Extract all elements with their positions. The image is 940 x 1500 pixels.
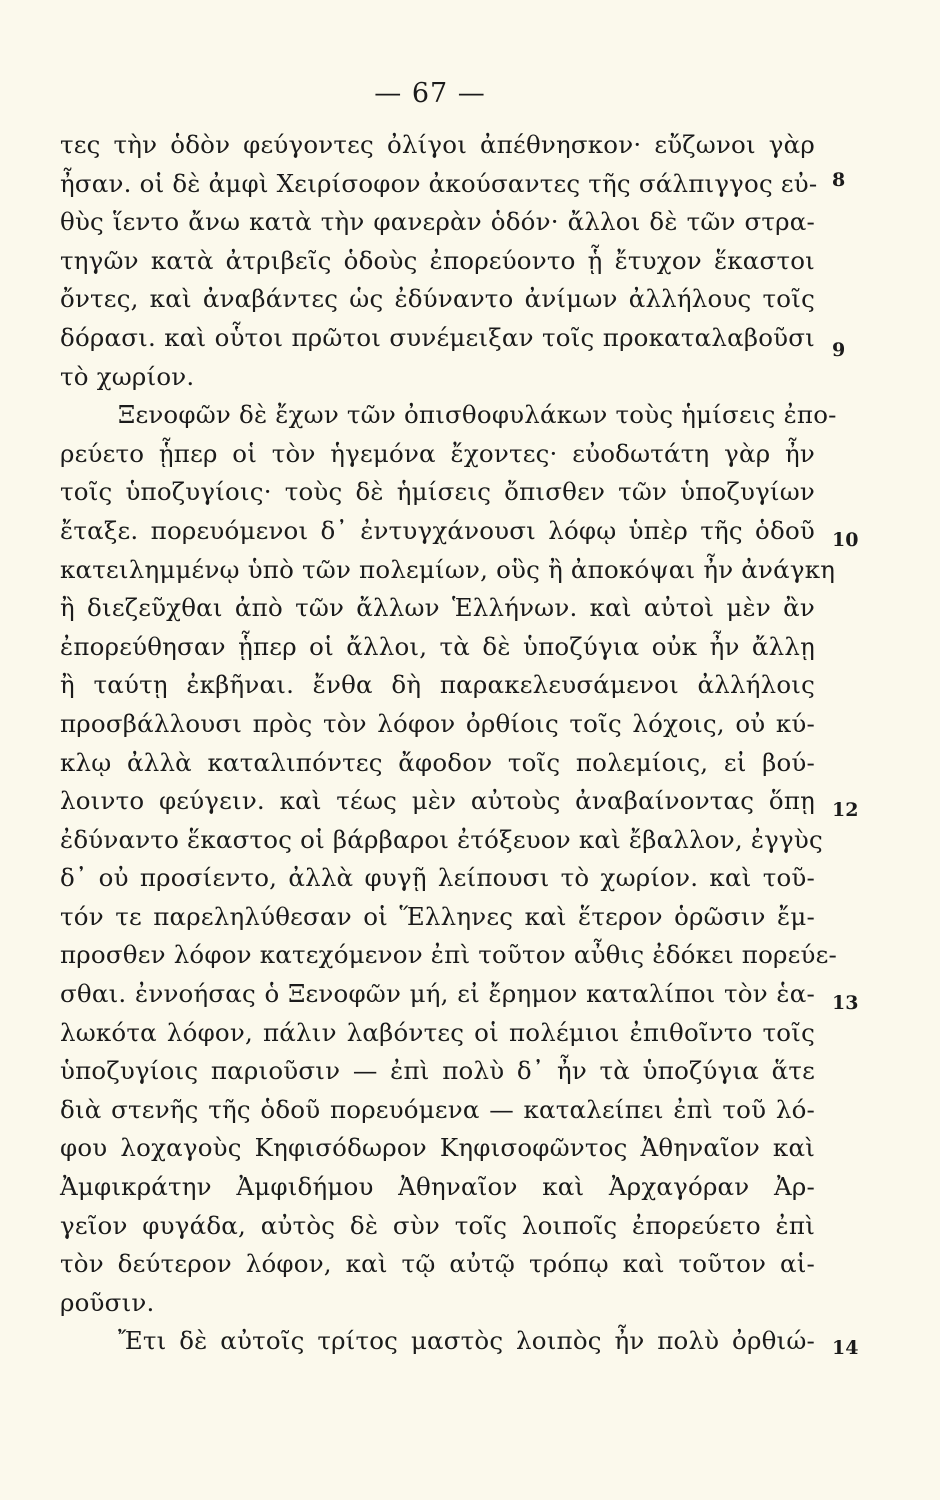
- text-line: διὰ στενῆς τῆς ὁδοῦ πορευόμενα — καταλείπει ἐπὶ τοῦ λό-: [60, 1094, 815, 1124]
- text-line: ἔταξε. πορευόμενοι δ᾽ ἐντυγχάνουσι λόφῳ ὑπὲρ τῆς ὁδοῦ: [60, 515, 815, 545]
- text-line: φου λοχαγοὺς Κηφισόδωρον Κηφισοφῶντος Ἀθηναῖον καὶ: [60, 1133, 815, 1163]
- section-number: 10: [832, 529, 859, 551]
- body-text: [60, 126, 838, 1361]
- text-line: ἢ ταύτῃ ἐκβῆναι. ἔνθα δὴ παρακελευσάμενοι ἀλλήλοις: [60, 670, 815, 700]
- text-line: δ᾽ οὐ προσίεντο, ἀλλὰ φυγῇ λείπουσι τὸ χωρίον. καὶ τοῦ-: [60, 863, 815, 893]
- text-line: τόν τε παρεληλύθεσαν οἱ Ἕλληνες καὶ ἕτερον ὁρῶσιν ἔμ-: [60, 901, 815, 931]
- text-line: κλῳ ἀλλὰ καταλιπόντες ἄφοδον τοῖς πολεμίοις, εἰ βού-: [60, 747, 815, 777]
- text-line: ρεύετο ᾗπερ οἱ τὸν ἡγεμόνα ἔχοντες· εὐοδωτάτη γὰρ ἦν: [60, 438, 815, 468]
- section-number: 12: [832, 799, 859, 821]
- text-line: τες τὴν ὁδὸν φεύγοντες ὀλίγοι ἀπέθνησκον· εὔζωνοι γὰρ: [60, 130, 815, 159]
- text-line: θὺς ἵεντο ἄνω κατὰ τὴν φανερὰν ὁδόν· ἄλλοι δὲ τῶν στρα-: [60, 207, 815, 237]
- section-number: 8: [832, 169, 846, 191]
- text-line: ἢ διεζεῦχθαι ἀπὸ τῶν ἄλλων Ἑλλήνων. καὶ αὐτοὶ μὲν ἂν: [60, 593, 815, 623]
- text-line: προσβάλλουσι πρὸς τὸν λόφον ὀρθίοις τοῖς λόχοις, οὐ κύ-: [60, 708, 815, 738]
- text-line: τὸ χωρίον.: [60, 361, 195, 391]
- text-line: ἐπορεύθησαν ᾗπερ οἱ ἄλλοι, τὰ δὲ ὑποζύγια οὐκ ἦν ἄλλῃ: [60, 631, 815, 661]
- section-number: 9: [832, 339, 846, 361]
- text-line: ὑποζυγίοις παριοῦσιν — ἐπὶ πολὺ δ᾽ ἦν τὰ ὑποζύγια ἅτε: [60, 1056, 815, 1086]
- section-number: 13: [832, 992, 859, 1014]
- text-line: γεῖον φυγάδα, αὐτὸς δὲ σὺν τοῖς λοιποῖς ἐπορεύετο ἐπὶ: [60, 1210, 815, 1240]
- text-line: Ξενοφῶν δὲ ἔχων τῶν ὀπισθοφυλάκων τοὺς ἡμίσεις ἐπο-: [118, 400, 837, 430]
- text-line: λοιντο φεύγειν. καὶ τέως μὲν αὐτοὺς ἀναβαίνοντας ὅπῃ: [60, 786, 815, 816]
- text-line: σθαι. ἐννοήσας ὁ Ξενοφῶν μή, εἰ ἔρημον καταλίποι τὸν ἑα-: [60, 979, 815, 1009]
- text-line: κατειλημμένῳ ὑπὸ τῶν πολεμίων, οὓς ἢ ἀποκόψαι ἦν ἀνάγκη: [60, 554, 836, 584]
- text-line: Ἀμφικράτην Ἀμφιδήμου Ἀθηναῖον καὶ Ἀρχαγόραν Ἀρ-: [60, 1172, 815, 1202]
- text-line: τοῖς ὑποζυγίοις· τοὺς δὲ ἡμίσεις ὄπισθεν τῶν ὑποζυγίων: [60, 477, 815, 507]
- text-line: λωκότα λόφον, πάλιν λαβόντες οἱ πολέμιοι ἐπιθοῖντο τοῖς: [60, 1017, 815, 1047]
- text-line: τὸν δεύτερον λόφον, καὶ τῷ αὐτῷ τρόπῳ καὶ τοῦτον αἱ-: [60, 1249, 815, 1279]
- text-line: δόρασι. καὶ οὗτοι πρῶτοι συνέμειξαν τοῖς προκαταλαβοῦσι: [60, 322, 815, 352]
- section-number: 14: [832, 1337, 859, 1359]
- text-line: ροῦσιν.: [60, 1287, 155, 1317]
- text-line: ὄντες, καὶ ἀναβάντες ὡς ἐδύναντο ἀνίμων ἀλλήλους τοῖς: [60, 284, 815, 314]
- text-line: Ἔτι δὲ αὐτοῖς τρίτος μαστὸς λοιπὸς ἦν πολὺ ὀρθιώ-: [118, 1326, 815, 1356]
- page-number: — 67 —: [374, 78, 486, 109]
- text-line: προσθεν λόφον κατεχόμενον ἐπὶ τοῦτον αὖθις ἐδόκει πορεύε-: [60, 940, 838, 970]
- text-line: τηγῶν κατὰ ἀτριβεῖς ὁδοὺς ἐπορεύοντο ᾗ ἔτυχον ἕκαστοι: [60, 245, 815, 275]
- text-line: ἐδύναντο ἕκαστος οἱ βάρβαροι ἐτόξευον καὶ ἔβαλλον, ἐγγὺς: [60, 824, 823, 854]
- text-line: ἦσαν. οἱ δὲ ἀμφὶ Χειρίσοφον ἀκούσαντες τῆς σάλπιγγος εὐ-: [60, 168, 818, 198]
